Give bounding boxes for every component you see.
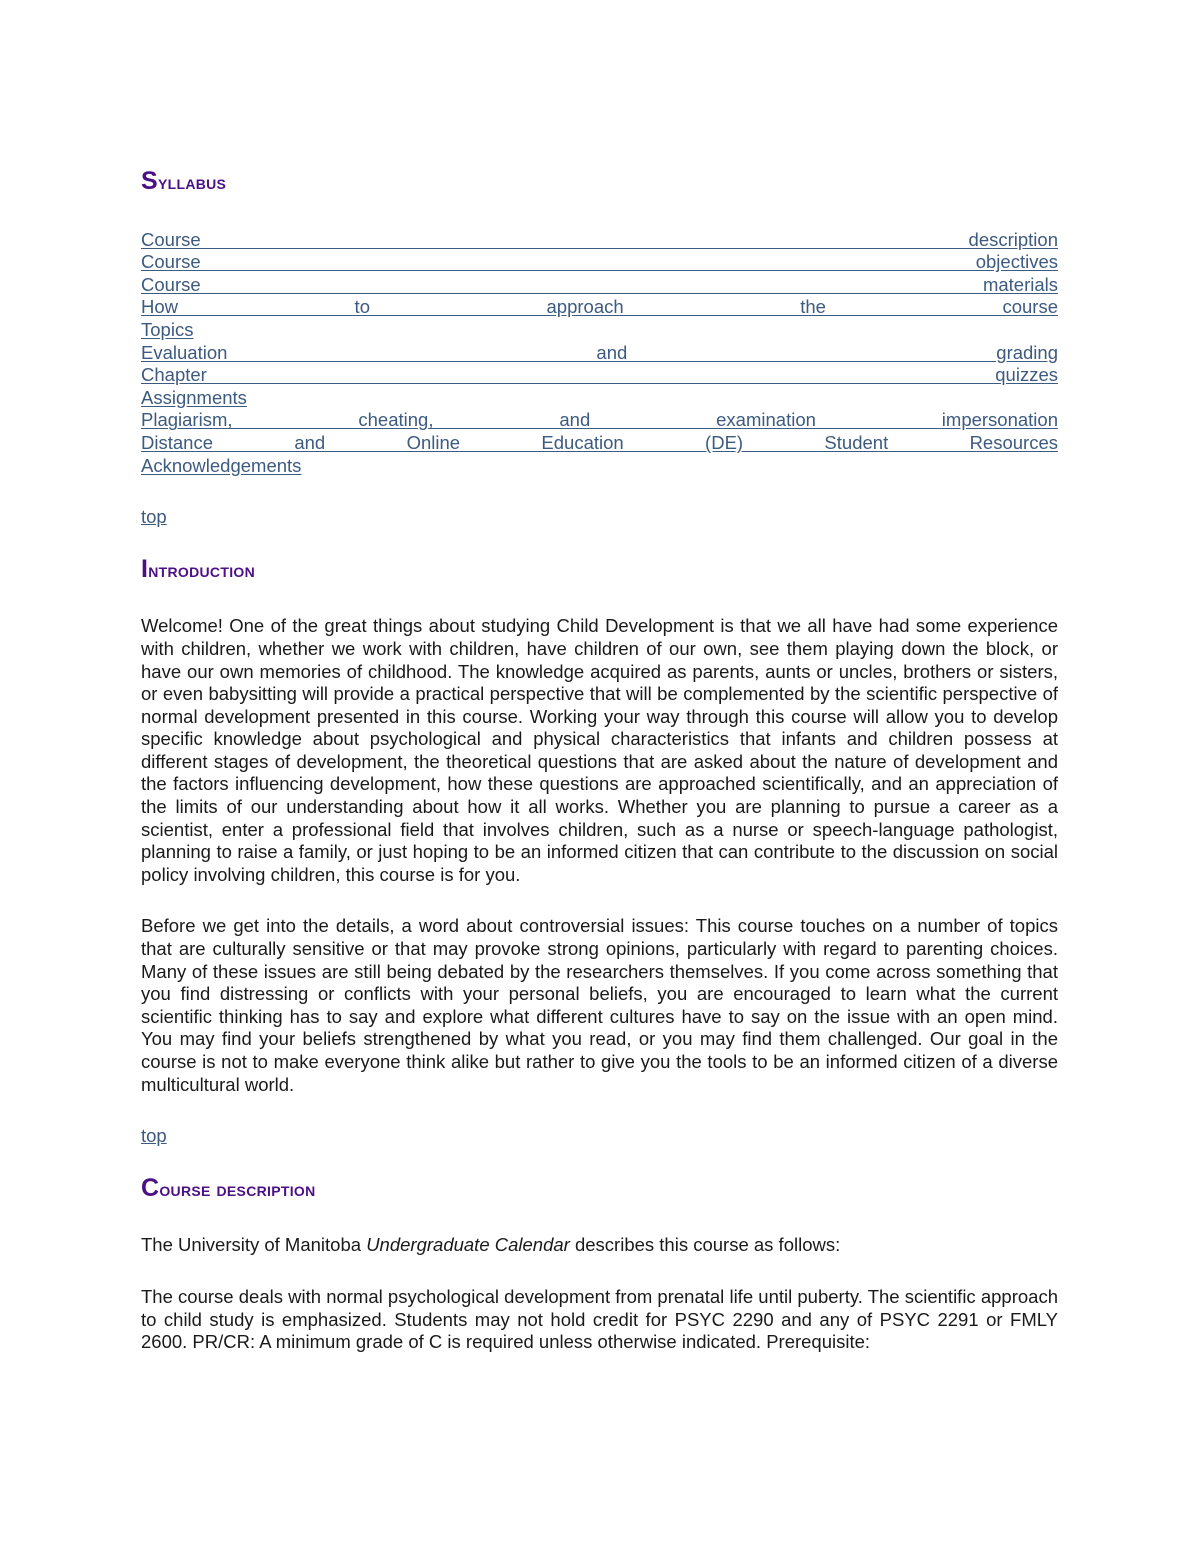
spacer <box>141 1257 1058 1286</box>
calendar-title: Undergraduate Calendar <box>366 1234 570 1256</box>
toc-link-de-resources[interactable]: Distance and Online Education (DE) Student Resources <box>141 431 1058 453</box>
toc-item <box>141 319 1058 342</box>
toc-link-chapter-quizzes[interactable]: Chapter quizzes <box>141 364 1058 386</box>
calendar-description-paragraph: The course deals with normal psychological development from prenatal life until puberty. The scientific approach to child study is emphasized. Students may not hold credit for PSYC 2290 and any of PSYC 2291 or FMLY 2600. PR/CR: A minimum grade of C is required unless otherwise indicated. Prerequisite: <box>141 1285 1058 1353</box>
document-page <box>141 167 1058 1354</box>
course-description-heading: Course description <box>141 1173 316 1202</box>
introduction-paragraph: Welcome! One of the great things about studying Child Development is that we all have had some experience with children, whether we work with children, have children of our own, see them playing down the block, or have our own memories of childhood. The knowledge acquired as parents, aunts or uncles, brothers or sisters, or even babysitting will provide a practical perspective that will be complemented by the scientific perspective of normal development presented in this course. Working your way through this course will allow you to develop specific knowledge about psychological and physical characteristics that infants and children possess at different stages of development, the theoretical questions that are asked about the nature of development and the factors influencing development, how these questions are approached scientifically, and an appreciation of the limits of our understanding about how it all works. Whether you are planning to pursue a career as a scientist, enter a professional field that involves children, such as a nurse or speech-language pathologist, planning to raise a family, or just hoping to be an informed citizen that can contribute to the discussion on social policy involving children, this course is for you. <box>141 615 1058 885</box>
toc-item <box>141 251 1058 274</box>
back-to-top-link[interactable]: top <box>141 506 167 528</box>
back-to-top-link[interactable]: top <box>141 1125 167 1147</box>
top-link-wrapper <box>141 506 1058 529</box>
top-link-wrapper <box>141 1125 1058 1148</box>
toc-item <box>141 432 1058 455</box>
toc-link-plagiarism[interactable]: Plagiarism, cheating, and examination impersonation <box>141 409 1058 431</box>
toc-link-course-objectives[interactable]: Course objectives <box>141 251 1058 273</box>
introduction-heading: Introduction <box>141 554 255 583</box>
toc-link-acknowledgements[interactable]: Acknowledgements <box>141 454 302 476</box>
toc-item <box>141 342 1058 365</box>
course-description-intro: The University of Manitoba Undergraduate Calendar describes this course as follows: <box>141 1234 841 1256</box>
spacer <box>141 886 1058 915</box>
toc-item <box>141 387 1058 410</box>
toc-link-how-to-approach[interactable]: How to approach the course <box>141 296 1058 318</box>
spacer <box>141 1201 1058 1234</box>
toc-item <box>141 455 1058 478</box>
toc-link-course-materials[interactable]: Course materials <box>141 273 1058 295</box>
toc-item <box>141 409 1058 432</box>
table-of-contents <box>141 229 1058 478</box>
introduction-paragraph: Before we get into the details, a word about controversial issues: This course touches on a number of topics that are culturally sensitive or that may provoke strong opinions, particularly with regard to parenting choices. Many of these issues are still being debated by the researchers themselves. If you come across something that you find distressing or conflicts with your personal beliefs, you are encouraged to learn what the current scientific thinking has to say and explore what different cultures have to say on the issue with an open mind. You may find your beliefs strengthened by what you read, or you may find them challenged. Our goal in the course is not to make everyone think alike but rather to give you the tools to be an informed citizen of a diverse multicultural world. <box>141 915 1058 1095</box>
syllabus-heading: Syllabus <box>141 167 227 195</box>
toc-item <box>141 296 1058 319</box>
toc-item <box>141 274 1058 297</box>
spacer <box>141 582 1058 615</box>
toc-link-course-description[interactable]: Course description <box>141 228 1058 250</box>
toc-link-topics[interactable]: Topics <box>141 318 194 340</box>
toc-item <box>141 364 1058 387</box>
toc-link-evaluation[interactable]: Evaluation and grading <box>141 341 1058 363</box>
toc-link-assignments[interactable]: Assignments <box>141 386 247 408</box>
toc-item <box>141 229 1058 252</box>
